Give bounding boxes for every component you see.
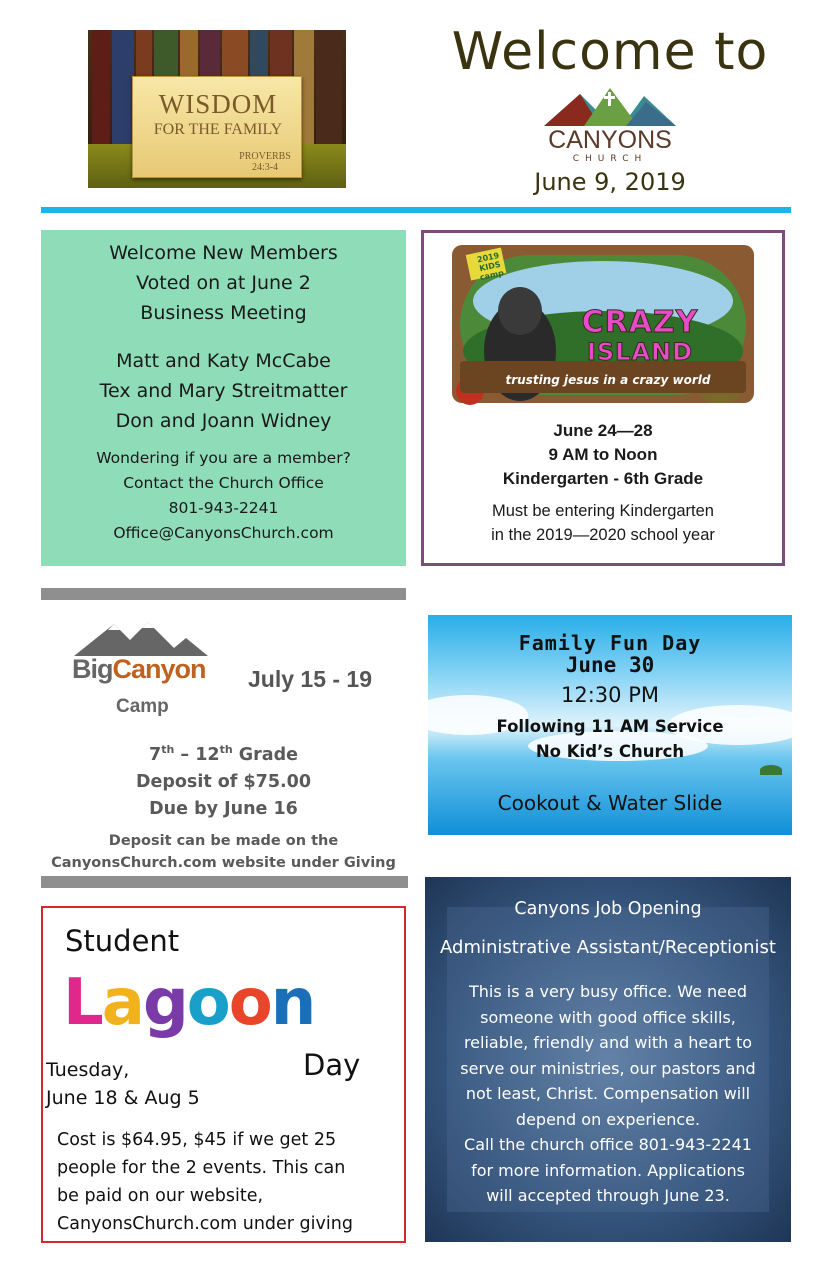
job-line: Call the church office 801-943-2241 bbox=[464, 1135, 752, 1154]
lagoon-day-heading: Day bbox=[303, 1048, 361, 1082]
job-line: not least, Christ. Compensation will bbox=[465, 1084, 751, 1103]
lagoon-cost-line: CanyonsChurch.com under giving bbox=[57, 1214, 353, 1234]
crazy-island-banner bbox=[450, 241, 756, 409]
camp-note-line: CanyonsChurch.com website under Giving bbox=[51, 855, 396, 871]
vbs-note: in the 2019—2020 school year bbox=[491, 526, 715, 544]
new-members-panel bbox=[41, 230, 406, 566]
job-line: for more information. Applications bbox=[471, 1160, 745, 1180]
job-line: will accepted through June 23. bbox=[486, 1186, 730, 1205]
crazy-island-panel bbox=[421, 230, 785, 566]
job-line: reliable, friendly and with a heart to bbox=[463, 1033, 753, 1052]
logo-canyon: Canyon bbox=[112, 654, 206, 684]
fun-service-line: Following 11 AM Service bbox=[496, 717, 724, 736]
lagoon-cost-line: people for the 2 events. This can bbox=[57, 1158, 346, 1178]
vbs-grades: Kindergarten - 6th Grade bbox=[502, 469, 704, 488]
logo-camp: Camp bbox=[116, 696, 169, 717]
fun-day-title: Family Fun Day bbox=[518, 631, 702, 655]
crazy-title: CRAZY bbox=[581, 305, 699, 340]
job-line: someone with good office skills, bbox=[480, 1007, 736, 1027]
camp-due-date: Due by June 16 bbox=[149, 798, 298, 819]
header-divider bbox=[41, 207, 791, 213]
member-name: Don and Joann Widney bbox=[115, 410, 332, 432]
wisdom-title: WISDOM bbox=[158, 89, 278, 119]
camp-details bbox=[41, 736, 406, 823]
lagoon-date-line: June 18 & Aug 5 bbox=[46, 1087, 200, 1109]
camp-note-line: Deposit can be made on the bbox=[108, 833, 339, 849]
job-line: serve our ministries, our pastors and bbox=[460, 1058, 756, 1078]
members-heading-line: Welcome New Members bbox=[109, 242, 338, 264]
family-fun-day-panel bbox=[428, 615, 792, 835]
camp-deposit-amount: Deposit of $75.00 bbox=[135, 771, 312, 792]
fun-kids-line: No Kid’s Church bbox=[535, 742, 685, 761]
members-contact-line: Wondering if you are a member? bbox=[96, 449, 351, 467]
lagoon-cost-line: Cost is $64.95, $45 if we get 25 bbox=[57, 1130, 337, 1150]
logo-big: Big bbox=[72, 654, 113, 684]
lagoon-dates bbox=[46, 1056, 200, 1112]
bulletin-date: June 9, 2019 bbox=[534, 168, 686, 196]
logo-name: CANYONS bbox=[548, 126, 672, 154]
fun-day-time: 12:30 PM bbox=[561, 683, 659, 707]
member-name: Tex and Mary Streitmatter bbox=[99, 380, 348, 402]
vbs-details bbox=[424, 419, 782, 547]
lagoon-letter: o bbox=[228, 966, 271, 1040]
lagoon-date-line: Tuesday, bbox=[46, 1059, 130, 1081]
fun-day-date: June 30 bbox=[565, 653, 655, 677]
lagoon-letter: g bbox=[142, 966, 187, 1040]
welcome-heading: Welcome to bbox=[451, 22, 769, 82]
job-position: Administrative Assistant/Receptionist bbox=[440, 937, 776, 958]
job-opening-panel bbox=[425, 877, 791, 1242]
member-name: Matt and Katy McCabe bbox=[116, 350, 331, 372]
big-canyon-camp-logo bbox=[68, 618, 218, 718]
vbs-dates: June 24—28 bbox=[553, 421, 653, 440]
island-title: ISLAND bbox=[586, 338, 694, 366]
fun-day-service bbox=[428, 714, 792, 764]
wisdom-for-the-family-image bbox=[88, 30, 346, 188]
members-heading-line: Business Meeting bbox=[140, 302, 307, 324]
student-lagoon-day-panel bbox=[41, 906, 406, 1243]
lagoon-letter: L bbox=[63, 966, 102, 1040]
members-heading-line: Voted on at June 2 bbox=[136, 272, 311, 294]
kids-camp-badge: 2019 KIDS camp bbox=[476, 250, 505, 283]
wisdom-plaque bbox=[132, 76, 302, 178]
job-line: depend on experience. bbox=[515, 1109, 701, 1129]
camp-deposit-note bbox=[41, 830, 406, 874]
job-description bbox=[435, 979, 781, 1209]
lagoon-letter: n bbox=[270, 966, 315, 1040]
vbs-tagline: trusting jesus in a crazy world bbox=[505, 373, 711, 387]
job-line: This is a very busy office. We need bbox=[468, 982, 748, 1001]
camp-dates: July 15 - 19 bbox=[248, 666, 373, 692]
job-title: Canyons Job Opening bbox=[514, 899, 702, 919]
camp-top-bar bbox=[41, 588, 406, 600]
island-icon bbox=[760, 765, 782, 775]
lagoon-student-heading: Student bbox=[65, 924, 180, 958]
wisdom-subtitle: FOR THE FAMILY bbox=[153, 121, 283, 138]
lagoon-letter: o bbox=[186, 966, 229, 1040]
office-email: Office@CanyonsChurch.com bbox=[113, 524, 334, 542]
members-contact-line: Contact the Church Office bbox=[123, 474, 324, 492]
logo-sub: CHURCH bbox=[572, 154, 648, 164]
vbs-time: 9 AM to Noon bbox=[548, 445, 658, 464]
mountain-peaks-icon bbox=[68, 618, 218, 658]
camp-bottom-bar bbox=[41, 876, 408, 888]
vbs-note: Must be entering Kindergarten bbox=[492, 502, 714, 520]
lagoon-logo bbox=[63, 968, 363, 1038]
lagoon-cost-line: be paid on our website, bbox=[57, 1186, 264, 1206]
wisdom-reference: PROVERBS 24:3-4 bbox=[239, 151, 291, 173]
camp-grade: 7th – 12th Grade bbox=[149, 743, 298, 765]
canyons-church-logo bbox=[540, 78, 680, 168]
lagoon-cost bbox=[57, 1126, 397, 1238]
office-phone: 801-943-2241 bbox=[168, 499, 279, 517]
fun-day-cookout: Cookout & Water Slide bbox=[497, 791, 723, 815]
lagoon-letter: a bbox=[101, 966, 143, 1040]
